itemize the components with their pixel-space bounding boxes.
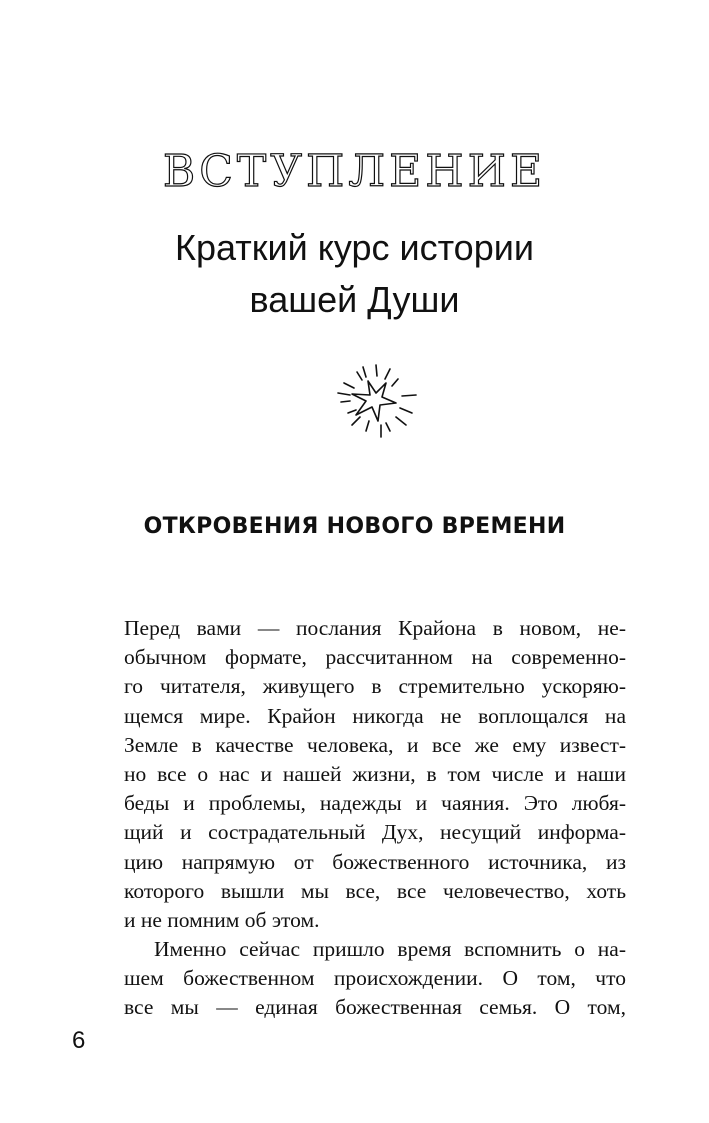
- text-line: щий и сострадательный Дух, несущий информа-: [124, 820, 626, 845]
- text-line: шем божественном происхождении. О том, что: [124, 966, 626, 991]
- text-line: которого вышли мы все, все человечество, хоть: [124, 878, 626, 903]
- text-line: обычном формате, рассчитанном на современно-: [124, 645, 626, 670]
- body-text: [124, 614, 626, 1023]
- text-line: Именно сейчас пришло время вспомнить о на-: [154, 937, 626, 962]
- text-line: и не помним об этом.: [124, 907, 320, 932]
- text-line: беды и проблемы, надежды и чаяния. Это любя-: [124, 791, 626, 816]
- text-line: го читателя, живущего в стремительно ускоряю-: [124, 674, 626, 699]
- chapter-label: ВСТУПЛЕНИЕ: [162, 146, 547, 197]
- page-title: [0, 222, 709, 326]
- title-line-2: вашей Души: [249, 279, 460, 320]
- page-number: 6: [72, 1027, 86, 1054]
- text-line: Перед вами — послания Крайона в новом, не-: [124, 616, 626, 640]
- text-line: но все о нас и нашей жизни, в том числе и наши: [124, 761, 626, 786]
- text-line: все мы — единая божественная семья. О том,: [124, 995, 626, 1020]
- text-line: цию напрямую от божественного источника, из: [124, 849, 626, 874]
- title-line-1: Краткий курс истории: [175, 227, 534, 268]
- sparkle-star-icon: [326, 357, 422, 443]
- section-heading: ОТКРОВЕНИЯ НОВОГО ВРЕМЕНИ: [143, 514, 566, 539]
- text-line: Земле в качестве человека, и все же ему извест-: [124, 732, 626, 757]
- text-line: щемся мире. Крайон никогда не воплощался на: [124, 703, 626, 728]
